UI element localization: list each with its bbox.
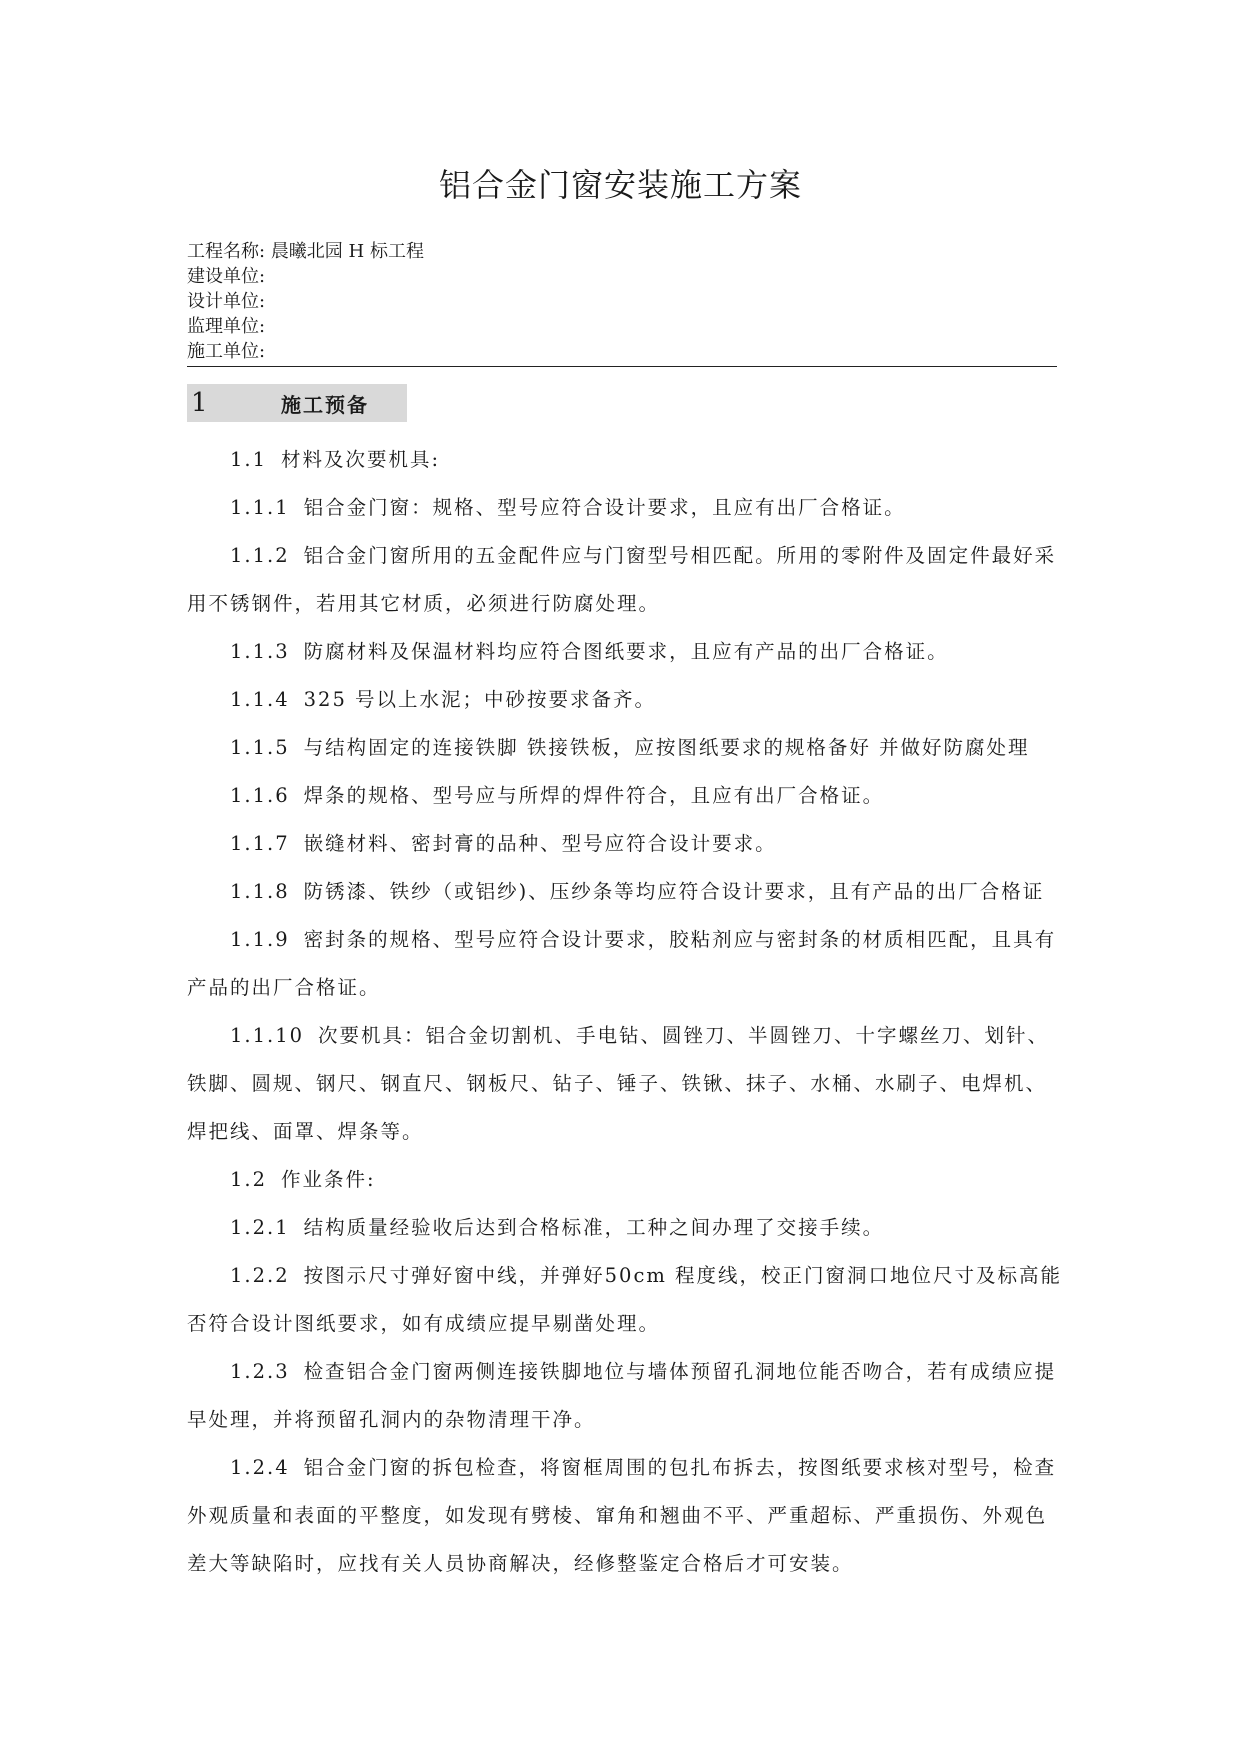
clause-number: 1.1.1 — [230, 496, 290, 519]
clause-text: 焊把线、面罩、焊条等。 — [187, 1120, 424, 1143]
clause-number: 1.1.4 — [230, 688, 290, 711]
body-line — [187, 1308, 660, 1336]
clause-number: 1.1 — [230, 448, 268, 471]
body-line — [230, 1260, 1062, 1288]
clause-number: 1.1.8 — [230, 880, 290, 903]
clause-text: 差大等缺陷时，应找有关人员协商解决，经修整鉴定合格后才可安装。 — [187, 1552, 854, 1575]
info-label: 设计单位: — [187, 291, 266, 312]
clause-text: 325 号以上水泥；中砂按要求备齐。 — [303, 688, 657, 711]
info-supervisor — [187, 314, 1057, 339]
clause-text: 检查铝合金门窗两侧连接铁脚地位与墙体预留孔洞地位能否吻合，若有成绩应提 — [303, 1360, 1057, 1383]
info-value: 晨曦北园 H 标工程 — [270, 241, 424, 262]
body-line — [230, 1164, 376, 1192]
clause-text: 铁脚、圆规、钢尺、钢直尺、钢板尺、钻子、锤子、铁锹、抹子、水桶、水刷子、电焊机、 — [187, 1072, 1048, 1095]
clause-number: 1.1.2 — [230, 544, 290, 567]
info-contractor — [187, 339, 1057, 364]
body-line — [230, 1020, 1049, 1048]
section-number: 1 — [191, 388, 208, 418]
clause-text: 外观质量和表面的平整度，如发现有劈棱、窜角和翘曲不平、严重超标、严重损伤、外观色 — [187, 1504, 1048, 1527]
body-line — [187, 588, 660, 616]
clause-text: 焊条的规格、型号应与所焊的焊件符合，且应有出厂合格证。 — [303, 784, 885, 807]
body-line — [187, 1500, 1047, 1528]
clause-number: 1.1.6 — [230, 784, 290, 807]
body-line — [187, 1116, 424, 1144]
body-line — [187, 1404, 596, 1432]
body-line — [187, 1548, 854, 1576]
clause-text: 铝合金门窗的拆包检查，将窗框周围的包扎布拆去，按图纸要求核对型号，检查 — [303, 1456, 1057, 1479]
clause-number: 1.1.9 — [230, 928, 290, 951]
project-info — [187, 239, 1057, 364]
clause-number: 1.1.3 — [230, 640, 290, 663]
body-line — [230, 492, 906, 520]
clause-text: 作业条件: — [281, 1168, 376, 1191]
info-client — [187, 264, 1057, 289]
clause-number: 1.1.10 — [230, 1024, 305, 1047]
section-label: 施工预备 — [281, 392, 369, 417]
clause-text: 与结构固定的连接铁脚 铁接铁板，应按图纸要求的规格备好 并做好防腐处理 — [303, 736, 1030, 759]
clause-number: 1.2.2 — [230, 1264, 290, 1287]
clause-text: 密封条的规格、型号应符合设计要求，胶粘剂应与密封条的材质相匹配，且具有 — [303, 928, 1057, 951]
clause-text: 嵌缝材料、密封膏的品种、型号应符合设计要求。 — [303, 832, 777, 855]
body-line — [230, 876, 1044, 904]
clause-text: 防锈漆、铁纱（或铝纱)、压纱条等均应符合设计要求，且有产品的出厂合格证 — [303, 880, 1045, 903]
body-line — [230, 540, 1056, 568]
clause-text: 用不锈钢件，若用其它材质，必须进行防腐处理。 — [187, 592, 661, 615]
body-line — [230, 636, 949, 664]
clause-text: 按图示尺寸弹好窗中线，并弹好50cm 程度线，校正门窗洞口地位尺寸及标高能 — [303, 1264, 1063, 1287]
clause-text: 材料及次要机具: — [281, 448, 441, 471]
body-line — [230, 1356, 1056, 1384]
clause-text: 铝合金门窗：规格、型号应符合设计要求，且应有出厂合格证。 — [303, 496, 906, 519]
body-line — [230, 780, 884, 808]
header-divider — [187, 366, 1057, 367]
document-title: 铝合金门窗安装施工方案 — [438, 166, 802, 204]
info-label: 施工单位: — [187, 341, 266, 362]
body-line — [230, 684, 656, 712]
clause-text: 否符合设计图纸要求，如有成绩应提早剔凿处理。 — [187, 1312, 661, 1335]
info-project-name — [187, 239, 1057, 264]
body-line — [230, 924, 1056, 952]
body-line — [187, 1068, 1047, 1096]
clause-number: 1.1.7 — [230, 832, 290, 855]
info-label: 工程名称: — [187, 241, 266, 262]
clause-text: 结构质量经验收后达到合格标准，工种之间办理了交接手续。 — [303, 1216, 885, 1239]
clause-number: 1.2.3 — [230, 1360, 290, 1383]
body-line — [230, 732, 1030, 760]
clause-number: 1.2.4 — [230, 1456, 290, 1479]
clause-text: 早处理，并将预留孔洞内的杂物清理干净。 — [187, 1408, 596, 1431]
info-label: 监理单位: — [187, 316, 266, 337]
body-line — [187, 972, 381, 1000]
info-label: 建设单位: — [187, 266, 266, 287]
clause-number: 1.1.5 — [230, 736, 290, 759]
clause-text: 产品的出厂合格证。 — [187, 976, 381, 999]
section-heading — [187, 384, 407, 422]
clause-text: 次要机具：铝合金切割机、手电钻、圆锉刀、半圆锉刀、十字螺丝刀、划针、 — [318, 1024, 1050, 1047]
info-designer — [187, 289, 1057, 314]
body-line — [230, 1212, 884, 1240]
clause-number: 1.2.1 — [230, 1216, 290, 1239]
clause-number: 1.2 — [230, 1168, 268, 1191]
clause-text: 防腐材料及保温材料均应符合图纸要求，且应有产品的出厂合格证。 — [303, 640, 949, 663]
clause-text: 铝合金门窗所用的五金配件应与门窗型号相匹配。所用的零附件及固定件最好采 — [303, 544, 1057, 567]
body-line — [230, 828, 777, 856]
body-line — [230, 444, 440, 472]
body-line — [230, 1452, 1056, 1480]
